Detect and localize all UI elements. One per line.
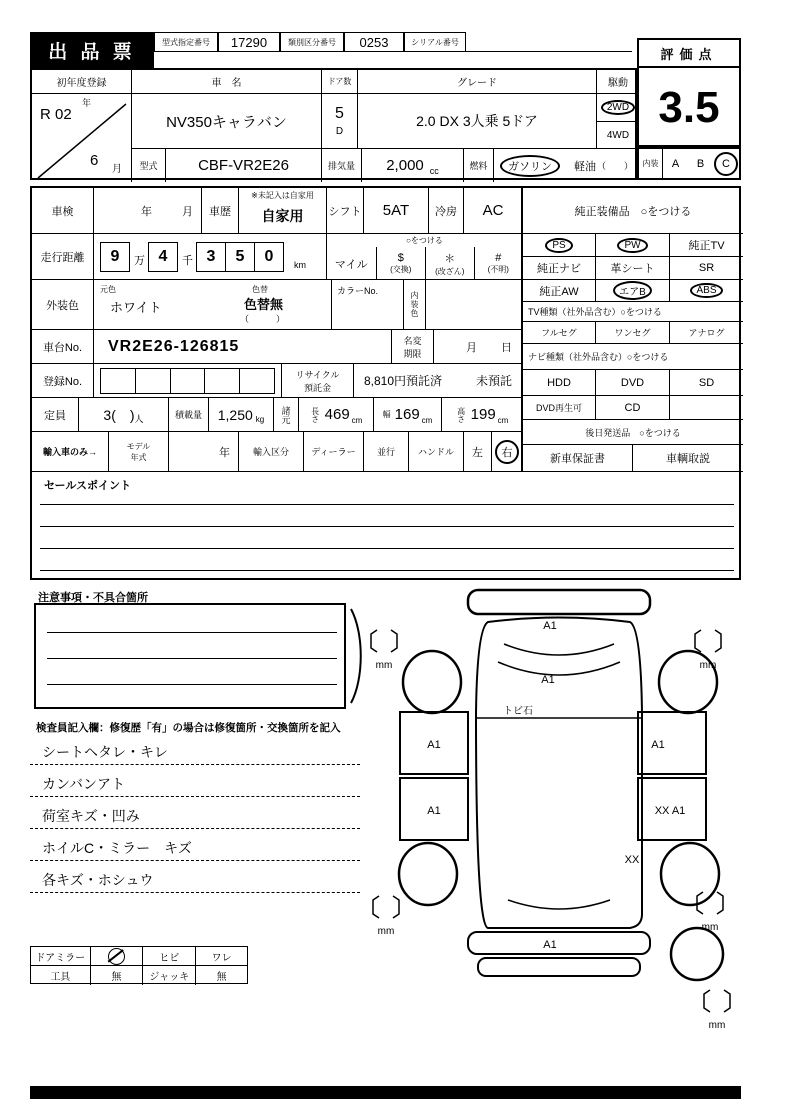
damage-right-rear-door-xx-a1: XX A1 xyxy=(654,805,686,817)
import-division-label: 輸入区分 xyxy=(239,432,304,472)
mile-name: マイル xyxy=(334,258,368,271)
first-reg-month: 6 xyxy=(90,152,99,169)
door-mirror-label: ドアミラー xyxy=(31,947,91,966)
displacement-cell xyxy=(362,149,464,182)
mileage-label: 走行距離 xyxy=(32,234,94,280)
odo-sen: 千 xyxy=(182,255,193,267)
recycle-deposit-cell xyxy=(354,364,522,398)
first-reg-label: 初年度登録 xyxy=(32,70,132,94)
load-value: 1,250 kg xyxy=(209,398,274,432)
registration-box xyxy=(136,369,171,393)
length-value: 469 xyxy=(324,406,350,423)
spec-label: 諸元 xyxy=(274,398,299,432)
displacement-value: 2,000 xyxy=(386,157,424,174)
damage-left-front-door-a1: A1 xyxy=(427,739,441,751)
interior-color-label: 内装色 xyxy=(404,280,426,330)
tv-oneseg: ワンセグ xyxy=(596,322,670,344)
color-change-label: 色替 xyxy=(252,285,268,294)
fuel-label: 燃料 xyxy=(464,149,494,182)
grade-value: 2.0 DX 3人乗 5ドア xyxy=(358,94,597,149)
registration-box xyxy=(240,369,274,393)
fuel-paren: （ ） xyxy=(596,161,633,171)
notes-line xyxy=(47,632,337,633)
odo-digit-1: 9 xyxy=(100,242,130,272)
inspector-item-5: 各キズ・ホシュウ xyxy=(42,872,154,888)
vehicle-manual: 車輌取説 xyxy=(633,445,743,472)
door-mirror-mark-cell xyxy=(91,947,144,966)
tool-none: 無 xyxy=(91,966,144,985)
evaluation-label: 評価点 xyxy=(639,40,739,68)
chassis-no-label: 車台No. xyxy=(32,330,94,364)
mile-circle-note: ○をつける xyxy=(406,236,443,245)
damage-right-quarter-xx: XX xyxy=(624,854,640,866)
front-bumper xyxy=(468,590,650,614)
damage-rear-a1: A1 xyxy=(543,939,557,951)
inspector-item-4: ホイルC・ミラー キズ xyxy=(42,840,192,856)
inspector-line xyxy=(30,892,360,893)
aircon-value: AC xyxy=(464,188,522,234)
width-unit: cm xyxy=(421,416,433,425)
sales-line xyxy=(40,504,734,505)
registration-box xyxy=(171,369,206,393)
color-change-value: 色替無 xyxy=(244,297,284,312)
bracket-top-left xyxy=(371,630,397,652)
doors-value: 5 xyxy=(335,105,344,122)
model-year-suffix: 年 xyxy=(219,446,230,459)
doors-sub: D xyxy=(335,126,344,137)
color-no-label: カラーNo. xyxy=(337,286,379,296)
odo-unit: km xyxy=(294,260,306,270)
evaluation-box xyxy=(637,38,741,147)
inspector-item-2: カンバンアト xyxy=(42,776,126,792)
fuel-diesel: 軽油 xyxy=(574,160,596,173)
mile-opt-tampered: ＊ (改ざん) xyxy=(425,247,474,280)
model-designation-value: 17290 xyxy=(218,32,280,52)
rear-bumper-2 xyxy=(478,958,640,976)
registration-boxes xyxy=(100,368,275,394)
rear-window-line xyxy=(508,900,610,909)
navi-dvd-playable: DVD再生可 xyxy=(523,396,596,420)
history-cell xyxy=(239,188,327,234)
rear-bumper-1 xyxy=(468,932,650,954)
navi-dvd: DVD xyxy=(596,370,670,396)
navi-hdd: HDD xyxy=(523,370,596,396)
oem-equipment-title: 純正装備品 ○をつける xyxy=(523,188,743,234)
registration-no-label: 登録No. xyxy=(32,364,94,398)
equip-pw-selected: PW xyxy=(617,238,647,253)
equip-abs-cell xyxy=(670,280,743,302)
interior-grade-a: A xyxy=(671,157,680,170)
mirror-tool-table xyxy=(30,946,248,984)
inspector-item-3: 荷室キズ・凹み xyxy=(42,808,140,824)
vehicle-table xyxy=(30,68,637,180)
inspector-header: 検査員記入欄：修復歴「有」の場合は修復箇所・交換箇所を記入 xyxy=(36,722,341,734)
orig-color-label: 元色 xyxy=(100,285,116,294)
height-cell xyxy=(442,398,522,432)
mm-label-bottom-right: mm xyxy=(701,922,719,933)
bracket-top-right xyxy=(695,630,721,652)
history-value: 自家用 xyxy=(261,208,304,224)
header-filler xyxy=(466,32,632,52)
damage-stone-chip: トビ石 xyxy=(503,706,533,717)
width-value: 169 xyxy=(394,406,420,423)
tv-fullseg: フルセグ xyxy=(523,322,596,344)
registration-no-cell xyxy=(94,364,282,398)
displacement-unit: cc xyxy=(429,165,439,176)
exterior-color-label: 外装色 xyxy=(32,280,94,330)
navi-sd: SD xyxy=(670,370,743,396)
height-label: 高さ xyxy=(456,406,466,423)
import-dealer: ディーラー xyxy=(304,432,364,472)
rename-deadline-label: 名変 期限 xyxy=(392,330,434,364)
chassis-no-value: VR2E26-126815 xyxy=(94,330,392,364)
sheet-title-text: 出 品 票 xyxy=(48,41,136,63)
equip-oem-tv: 純正TV xyxy=(670,234,743,257)
rename-deadline-cell xyxy=(434,330,522,364)
serial-number-label: シリアル番号 xyxy=(404,32,466,52)
interior-grade-c-selected: C xyxy=(714,152,738,176)
interior-grade-label: 内装 xyxy=(639,149,663,178)
car-name-value: NV350キャラバン xyxy=(132,94,322,149)
later-shipping-title: 後日発送品 ○をつける xyxy=(523,420,743,445)
notes-box xyxy=(34,603,346,709)
tool-label: 工具 xyxy=(31,966,91,985)
navi-cd: CD xyxy=(596,396,670,420)
wheel-rear-right xyxy=(661,843,719,905)
wheel-front-left xyxy=(403,651,461,713)
mm-label-top-right: mm xyxy=(699,660,717,671)
inspector-line xyxy=(30,828,360,829)
notes-line xyxy=(47,684,337,685)
recycle-not-deposited: 未預託 xyxy=(475,374,512,388)
windshield-line-2 xyxy=(498,662,620,675)
drive-4wd-cell: 4WD xyxy=(597,122,639,149)
odo-digit-3: 3 xyxy=(196,242,226,272)
capacity-label: 定員 xyxy=(32,398,79,432)
fuel-gasoline-selected: ガソリン xyxy=(500,155,560,177)
tv-analog: アナログ xyxy=(670,322,743,344)
bracket-bottom-left xyxy=(373,896,399,918)
inspector-line xyxy=(30,860,360,861)
crossed-circle-mark xyxy=(108,948,125,965)
tool-jack-label: ジャッキ xyxy=(143,966,196,985)
interior-grade-c-cell xyxy=(713,149,739,178)
registration-box xyxy=(205,369,240,393)
windshield-line xyxy=(504,644,614,655)
mile-cell xyxy=(327,234,522,280)
detail-section xyxy=(30,186,741,580)
model-year-label: モデル 年式 xyxy=(109,432,169,472)
equip-airbag-selected: エアB xyxy=(613,281,652,300)
equip-oem-aw: 純正AW xyxy=(523,280,596,302)
equip-airbag-cell xyxy=(596,280,670,302)
interior-color-cell xyxy=(426,280,522,330)
doors-cell xyxy=(322,94,358,149)
model-designation-label: 型式指定番号 xyxy=(154,32,218,52)
color-change-paren: （ ） xyxy=(240,314,286,324)
handle-left: 左 xyxy=(464,432,492,472)
inspector-line xyxy=(30,764,360,765)
drive-2wd-cell xyxy=(597,94,639,122)
grade-label: グレード xyxy=(358,70,597,94)
car-body-outline xyxy=(476,618,642,929)
equip-ps-cell xyxy=(523,234,596,257)
mile-opt-exchange: $ (交換) xyxy=(376,247,426,280)
class-division-value: 0253 xyxy=(344,32,404,52)
recycle-deposited: 8,810円預託済 xyxy=(364,374,443,388)
handle-label: ハンドル xyxy=(409,432,464,472)
shift-label: シフト xyxy=(327,188,364,234)
doors-label: ドア数 xyxy=(322,70,358,94)
color-no-cell xyxy=(332,280,404,330)
equip-leather-seat: 革シート xyxy=(596,257,670,280)
evaluation-score: 3.5 xyxy=(658,83,720,132)
damage-front-a1: A1 xyxy=(543,620,557,632)
shaken-date-cell xyxy=(94,188,202,234)
navi-type-title: ナビ種類（社外品含む）○をつける xyxy=(523,344,743,370)
rename-month: 月 xyxy=(466,341,477,354)
equip-abs-selected: ABS xyxy=(690,283,722,298)
first-reg-month-suffix: 月 xyxy=(112,164,122,175)
capacity-value: 3( ) 人 xyxy=(79,398,169,432)
vehicle-damage-diagram xyxy=(360,582,760,1042)
first-reg-era-year: R 02 xyxy=(40,106,72,123)
length-label: 長さ xyxy=(310,406,320,423)
inspector-line xyxy=(30,796,360,797)
load-label: 積載量 xyxy=(169,398,209,432)
history-label: 車歴 xyxy=(202,188,239,234)
bracket-spare xyxy=(704,990,730,1012)
car-name-label: 車 名 xyxy=(132,70,322,94)
interior-grade-b: B xyxy=(696,157,705,170)
odo-man: 万 xyxy=(134,255,145,267)
notes-label: 注意事項・不具合箇所 xyxy=(38,592,148,604)
notes-line xyxy=(47,658,337,659)
width-label: 幅 xyxy=(382,410,391,419)
new-car-warranty: 新車保証書 xyxy=(523,445,633,472)
door-mirror-crack: ヒビ xyxy=(143,947,196,966)
import-parallel: 並行 xyxy=(364,432,409,472)
shaken-label: 車検 xyxy=(32,188,94,234)
shaken-year: 年 xyxy=(141,205,152,218)
equip-pw-cell xyxy=(596,234,670,257)
equip-sunroof: SR xyxy=(670,257,743,280)
spare-tire xyxy=(671,928,723,980)
damage-windshield-a1: A1 xyxy=(541,674,555,686)
mile-opt-unknown: # (不明) xyxy=(474,247,523,280)
sheet-title xyxy=(30,32,154,68)
mm-label-spare: mm xyxy=(708,1020,726,1031)
tv-type-title: TV種類（社外品含む）○をつける xyxy=(523,302,743,322)
first-reg-cell xyxy=(32,94,132,182)
inspector-item-1: シートヘタレ・キレ xyxy=(42,744,168,760)
shift-value: 5AT xyxy=(364,188,429,234)
orig-color-value: ホワイト xyxy=(110,300,162,315)
odometer-cell xyxy=(94,234,327,280)
door-panel-right-front xyxy=(638,712,706,774)
door-mirror-break: ワレ xyxy=(196,947,247,966)
sales-line xyxy=(40,526,734,527)
equip-ps-selected: PS xyxy=(545,238,572,253)
history-note: ※未記入は自家用 xyxy=(251,190,314,200)
aircon-label: 冷房 xyxy=(429,188,464,234)
recycle-deposit-label: リサイクル 預託金 xyxy=(282,364,354,398)
bottom-black-bar xyxy=(30,1086,741,1099)
class-division-label: 類別区分番号 xyxy=(280,32,344,52)
drive-label: 駆動 xyxy=(597,70,639,94)
handle-right-selected: 右 xyxy=(495,440,519,464)
odo-digit-5: 0 xyxy=(254,242,284,272)
registration-box xyxy=(101,369,136,393)
mm-label-top-left: mm xyxy=(375,660,393,671)
width-cell xyxy=(374,398,442,432)
navi-empty-cell xyxy=(670,396,743,420)
model-year-cell xyxy=(169,432,239,472)
odo-digit-4: 5 xyxy=(225,242,255,272)
handle-right-cell xyxy=(492,432,522,472)
shaken-month: 月 xyxy=(182,205,193,218)
height-unit: cm xyxy=(497,416,509,425)
sales-line xyxy=(40,548,734,549)
model-code-label: 型式 xyxy=(132,149,166,182)
equip-oem-navi: 純正ナビ xyxy=(523,257,596,280)
damage-left-rear-door-a1: A1 xyxy=(427,805,441,817)
interior-grade-row xyxy=(637,147,741,180)
fuel-cell xyxy=(494,149,639,182)
import-only-label: 輸入車のみ→ xyxy=(32,432,109,472)
drive-2wd-selected: 2WD xyxy=(601,100,635,115)
sales-line xyxy=(40,570,734,571)
length-unit: cm xyxy=(351,416,363,425)
rename-day: 日 xyxy=(501,341,512,354)
sales-point-label: セールスポイント xyxy=(44,480,132,492)
displacement-label: 排気量 xyxy=(322,149,362,182)
tool-jack-none: 無 xyxy=(216,972,227,983)
wheel-rear-left xyxy=(399,843,457,905)
odo-digit-2: 4 xyxy=(148,242,178,272)
first-reg-year-suffix: 年 xyxy=(82,98,92,108)
mm-label-bottom-left: mm xyxy=(377,926,395,937)
model-code-value: CBF-VR2E26 xyxy=(166,149,322,182)
exterior-color-cell xyxy=(94,280,332,330)
damage-right-front-door-a1: A1 xyxy=(651,739,665,751)
length-cell xyxy=(299,398,374,432)
height-value: 199 xyxy=(470,406,496,423)
